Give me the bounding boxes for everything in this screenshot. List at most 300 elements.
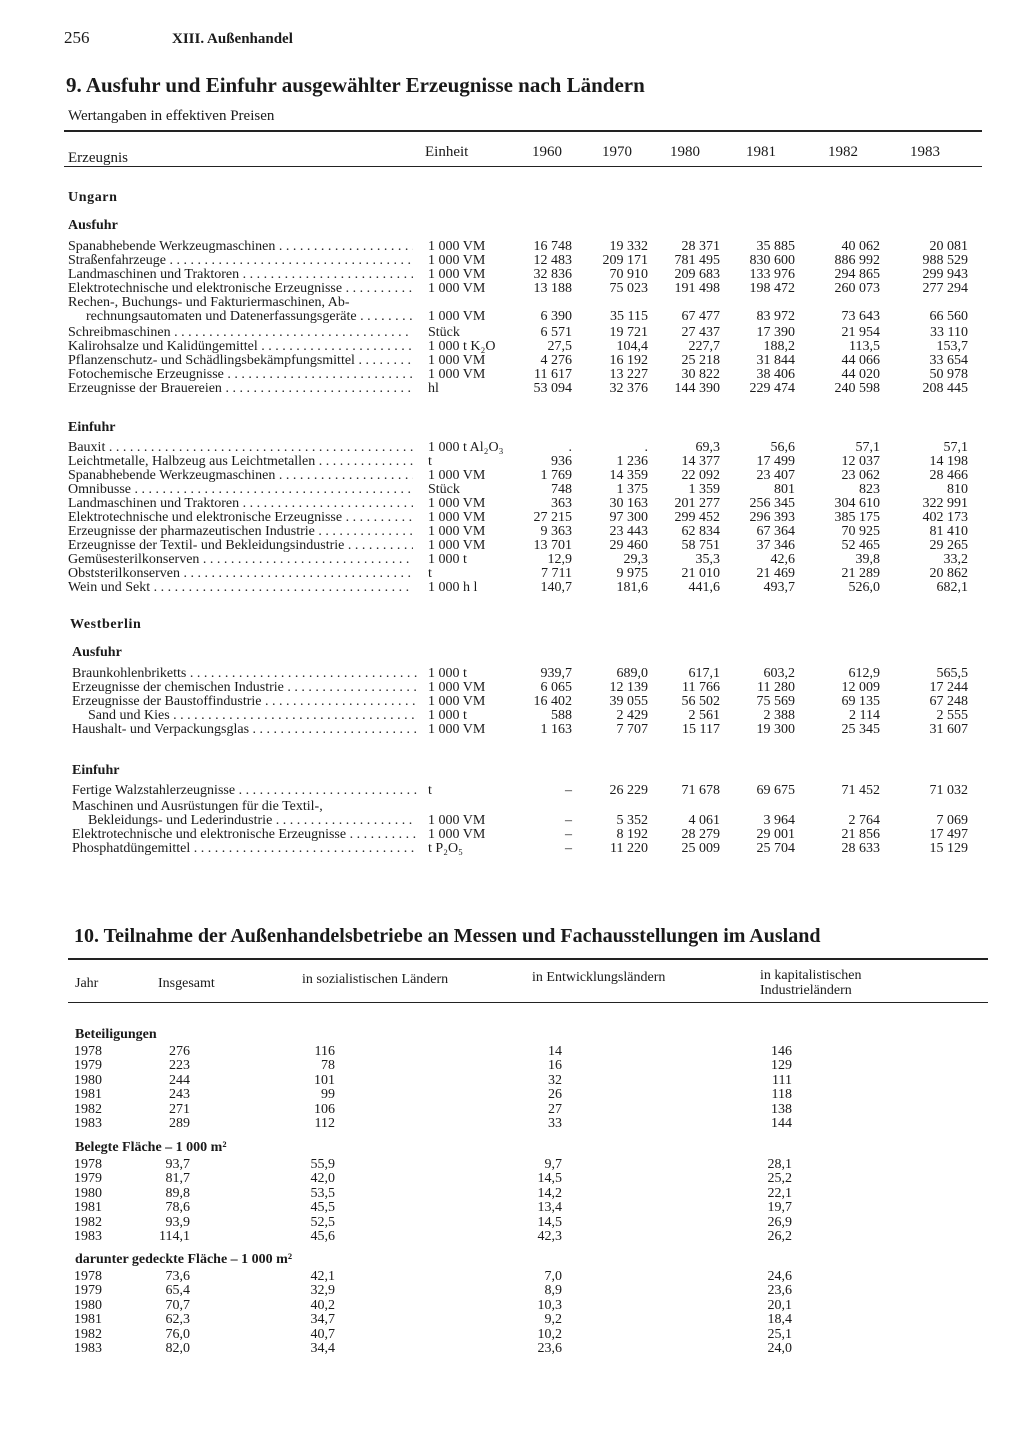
value-cell: 56 502 <box>681 694 720 709</box>
value-cell: 73,6 <box>165 1269 190 1284</box>
value-cell: 322 991 <box>922 496 968 511</box>
product-label: rechnungsautomaten und Datenerfassungsgeräte . . . <box>86 310 413 324</box>
value-cell: 17 497 <box>929 827 968 842</box>
table-row <box>0 368 1024 382</box>
value-cell: 153,7 <box>936 339 968 354</box>
value-cell: 67 364 <box>756 524 795 539</box>
product-label: Kalirohsalze und Kalidüngemittel . . . <box>68 340 413 354</box>
unit-cell: 1 000 VM <box>428 827 486 842</box>
value-cell: 181,6 <box>616 580 648 595</box>
value-cell: 69,3 <box>695 440 720 455</box>
value-cell: 24,0 <box>767 1341 792 1356</box>
value-cell: 23 407 <box>756 468 795 483</box>
value-cell: 28 279 <box>681 827 720 842</box>
table-row <box>0 1117 1024 1131</box>
table-row <box>0 1230 1024 1244</box>
table-row <box>0 1328 1024 1342</box>
value-cell: 23,6 <box>767 1283 792 1299</box>
year-cell: 1980 <box>74 1297 102 1313</box>
table-row <box>0 828 1024 842</box>
year-cell: 1981 <box>74 1200 102 1216</box>
value-cell: 22 092 <box>681 468 720 483</box>
product-label: Pflanzenschutz- und Schädlingsbekämpfungsmittel . . . <box>68 354 413 368</box>
value-cell: 14 <box>548 1044 562 1059</box>
product-label: Elektrotechnische und elektronische Erzeugnisse . . . <box>68 282 413 296</box>
year-cell: 1978 <box>74 1269 102 1284</box>
value-cell: 138 <box>771 1101 792 1117</box>
value-cell: 244 <box>169 1072 190 1088</box>
unit-cell: 1 000 VM <box>428 267 486 282</box>
unit-cell: 1 000 VM <box>428 813 486 828</box>
value-cell: 81 410 <box>929 524 968 539</box>
value-cell: 23 443 <box>609 524 648 539</box>
value-cell: 810 <box>947 482 968 497</box>
t10-header-capitalist: in kapitalistischen Industrieländern <box>760 968 862 998</box>
value-cell: 27 437 <box>681 325 720 340</box>
product-label: Maschinen und Ausrüstungen für die Textil-, <box>72 800 323 814</box>
value-cell: 129 <box>771 1058 792 1074</box>
value-cell: 33 654 <box>929 353 968 368</box>
value-cell: 66 560 <box>929 309 968 324</box>
value-cell: 385 175 <box>834 510 880 525</box>
value-cell: 493,7 <box>763 580 795 595</box>
value-cell: 12 009 <box>841 680 880 695</box>
value-cell: 65,4 <box>165 1283 190 1299</box>
value-cell: 21 856 <box>841 827 880 842</box>
table-row <box>0 1088 1024 1102</box>
table-row <box>0 567 1024 581</box>
value-cell: 14 377 <box>681 454 720 469</box>
value-cell: 363 <box>551 496 572 511</box>
value-cell: 16 748 <box>533 239 572 254</box>
year-cell: 1982 <box>74 1214 102 1230</box>
value-cell: 13 188 <box>533 281 572 296</box>
value-cell: 34,4 <box>310 1341 335 1356</box>
chapter-title: XIII. Außenhandel <box>172 31 293 47</box>
value-cell: 198 472 <box>749 281 795 296</box>
unit-cell: 1 000 VM <box>428 281 486 296</box>
unit-cell: 1 000 VM <box>428 538 486 553</box>
value-cell: 70,7 <box>165 1297 190 1313</box>
table-row <box>0 1216 1024 1230</box>
table-9-header-rule <box>64 166 982 167</box>
value-cell: 42,1 <box>310 1269 335 1284</box>
year-cell: 1981 <box>74 1312 102 1328</box>
value-cell: 25,2 <box>767 1171 792 1187</box>
product-label: Spanabhebende Werkzeugmaschinen . . . <box>68 469 413 483</box>
table-row <box>0 695 1024 709</box>
value-cell: 21 010 <box>681 566 720 581</box>
t10-header-year: Jahr <box>75 976 99 991</box>
value-cell: 188,2 <box>763 339 795 354</box>
product-label: Fotochemische Erzeugnisse . . . <box>68 368 413 382</box>
value-cell: 118 <box>771 1087 792 1103</box>
value-cell: 52 465 <box>841 538 880 553</box>
value-cell: 21 289 <box>841 566 880 581</box>
value-cell: 44 020 <box>841 367 880 382</box>
product-label: Gemüsesterilkonserven . . . <box>68 553 413 567</box>
table-row <box>0 667 1024 681</box>
value-cell: 70 910 <box>609 267 648 282</box>
country-heading: Ungarn <box>68 190 118 205</box>
value-cell: 17 499 <box>756 454 795 469</box>
product-label: Leichtmetalle, Halbzeug aus Leichtmetallen . . . <box>68 455 413 469</box>
value-cell: 28 466 <box>929 468 968 483</box>
value-cell: 16 <box>548 1058 562 1074</box>
value-cell: . <box>568 440 572 455</box>
unit-cell: hl <box>428 381 439 396</box>
table-row <box>0 723 1024 737</box>
value-cell: 3 964 <box>763 813 795 828</box>
year-cell: 1979 <box>74 1283 102 1299</box>
value-cell: 116 <box>314 1044 335 1059</box>
value-cell: 256 345 <box>749 496 795 511</box>
value-cell: 73 643 <box>841 309 880 324</box>
table-row <box>0 709 1024 723</box>
value-cell: 19,7 <box>767 1200 792 1216</box>
value-cell: 21 469 <box>756 566 795 581</box>
value-cell: 6 065 <box>540 680 572 695</box>
table-9-top-rule <box>64 130 982 132</box>
country-heading: Westberlin <box>70 617 142 632</box>
product-label: Straßenfahrzeuge . . . <box>68 254 413 268</box>
value-cell: 1 375 <box>616 482 648 497</box>
unit-cell: 1 000 t <box>428 552 467 567</box>
value-cell: 34,7 <box>310 1312 335 1328</box>
value-cell: 29 460 <box>609 538 648 553</box>
value-cell: 9,7 <box>544 1157 562 1172</box>
value-cell: 25,1 <box>767 1326 792 1342</box>
value-cell: 208 445 <box>922 381 968 396</box>
unit-cell: 1 000 VM <box>428 680 486 695</box>
table-row <box>0 1313 1024 1327</box>
value-cell: 294 865 <box>834 267 880 282</box>
value-cell: 15 117 <box>682 722 720 737</box>
value-cell: 201 277 <box>674 496 720 511</box>
product-label: Erzeugnisse der Textil- und Bekleidungsindustrie . . . <box>68 539 413 553</box>
value-cell: 17 244 <box>929 680 968 695</box>
product-label: Braunkohlenbriketts . . . <box>72 667 417 681</box>
t10-header-socialist: in sozialistischen Ländern <box>302 972 449 987</box>
col-header-year: 1982 <box>828 144 858 160</box>
product-label: Phosphatdüngemittel . . . <box>72 842 417 856</box>
value-cell: 9 975 <box>616 566 648 581</box>
table-row <box>0 441 1024 455</box>
unit-cell: 1 000 t <box>428 666 467 681</box>
year-cell: 1983 <box>74 1116 102 1131</box>
value-cell: 146 <box>771 1044 792 1059</box>
value-cell: 32 376 <box>609 381 648 396</box>
table-row <box>0 1284 1024 1298</box>
value-cell: 62 834 <box>681 524 720 539</box>
table-row <box>0 497 1024 511</box>
value-cell: 20 081 <box>929 239 968 254</box>
value-cell: 71 678 <box>681 783 720 798</box>
product-label: Elektrotechnische und elektronische Erzeugnisse . . . <box>68 511 413 525</box>
col-header-year: 1980 <box>670 144 700 160</box>
t10-header-total: Insgesamt <box>158 976 215 991</box>
value-cell: 140,7 <box>540 580 572 595</box>
value-cell: 2 114 <box>849 708 880 723</box>
value-cell: 588 <box>551 708 572 723</box>
unit-cell: Stück <box>428 325 460 340</box>
value-cell: 11 617 <box>534 367 572 382</box>
unit-cell: 1 000 VM <box>428 468 486 483</box>
value-cell: 7 707 <box>616 722 648 737</box>
unit-cell: 1 000 VM <box>428 722 486 737</box>
year-cell: 1982 <box>74 1101 102 1117</box>
value-cell: 886 992 <box>834 253 880 268</box>
value-cell: 936 <box>551 454 572 469</box>
product-label: Omnibusse . . . <box>68 483 413 497</box>
value-cell: 19 300 <box>756 722 795 737</box>
product-label: Bekleidungs- und Lederindustrie . . . <box>88 814 415 828</box>
value-cell: 402 173 <box>922 510 968 525</box>
value-cell: 42,3 <box>537 1229 562 1244</box>
table-row <box>0 268 1024 282</box>
value-cell: 16 192 <box>609 353 648 368</box>
value-cell: 1 236 <box>616 454 648 469</box>
value-cell: 39 055 <box>609 694 648 709</box>
unit-cell: 1 000 VM <box>428 367 486 382</box>
value-cell: 20,1 <box>767 1297 792 1313</box>
table-row <box>0 1059 1024 1073</box>
value-cell: 78,6 <box>165 1200 190 1216</box>
value-cell: 144 390 <box>674 381 720 396</box>
value-cell: 4 061 <box>688 813 720 828</box>
product-label: Haushalt- und Verpackungsglas . . . <box>72 723 417 737</box>
value-cell: 50 978 <box>929 367 968 382</box>
value-cell: 81,7 <box>165 1171 190 1187</box>
unit-cell: 1 000 VM <box>428 524 486 539</box>
table-row <box>0 240 1024 254</box>
value-cell: 30 163 <box>609 496 648 511</box>
unit-cell: 1 000 VM <box>428 496 486 511</box>
value-cell: 10,2 <box>537 1326 562 1342</box>
value-cell: 21 954 <box>841 325 880 340</box>
product-label: Erzeugnisse der Baustoffindustrie . . . <box>72 695 417 709</box>
value-cell: 35 115 <box>610 309 648 324</box>
value-cell: 603,2 <box>763 666 795 681</box>
value-cell: 27 215 <box>533 510 572 525</box>
unit-cell: 1 000 VM <box>428 309 486 324</box>
value-cell: 801 <box>774 482 795 497</box>
value-cell: 32 836 <box>533 267 572 282</box>
value-cell: 4 276 <box>540 353 572 368</box>
value-cell: 33 <box>548 1116 562 1131</box>
value-cell: 2 561 <box>688 708 720 723</box>
value-cell: 5 352 <box>616 813 648 828</box>
value-cell: 11 220 <box>610 841 648 856</box>
value-cell: 12 037 <box>841 454 880 469</box>
year-cell: 1980 <box>74 1185 102 1201</box>
value-cell: 26 229 <box>609 783 648 798</box>
product-label: Elektrotechnische und elektronische Erzeugnisse . . . <box>72 828 417 842</box>
table-row <box>0 784 1024 798</box>
table-row <box>0 469 1024 483</box>
value-cell: 271 <box>169 1101 190 1117</box>
table-row <box>0 1074 1024 1088</box>
value-cell: 748 <box>551 482 572 497</box>
value-cell: 32 <box>548 1072 562 1088</box>
table-10-title: 10. Teilnahme der Außenhandelsbetriebe an Messen und Fachausstellungen im Ausland <box>74 925 821 947</box>
value-cell: 76,0 <box>165 1326 190 1342</box>
unit-cell: t <box>428 783 432 798</box>
year-cell: 1981 <box>74 1087 102 1103</box>
product-label: Fertige Walzstahlerzeugnisse . . . <box>72 784 417 798</box>
value-cell: 69 675 <box>756 783 795 798</box>
product-label: Erzeugnisse der Brauereien . . . <box>68 382 413 396</box>
col-header-product: Erzeugnis <box>68 150 128 166</box>
value-cell: 144 <box>771 1116 792 1131</box>
year-cell: 1979 <box>74 1171 102 1187</box>
table-row <box>0 296 1024 310</box>
value-cell: 25 345 <box>841 722 880 737</box>
value-cell: 31 607 <box>929 722 968 737</box>
unit-cell: 1 000 t Al₂O₃ <box>428 440 504 455</box>
year-cell: 1980 <box>74 1072 102 1088</box>
table-9-subtitle: Wertangaben in effektiven Preisen <box>68 108 275 124</box>
value-cell: 28 371 <box>681 239 720 254</box>
table-row <box>0 1045 1024 1059</box>
value-cell: 29 001 <box>756 827 795 842</box>
table-10-top-rule <box>68 958 988 960</box>
value-cell: 101 <box>314 1072 335 1088</box>
value-cell: 15 129 <box>929 841 968 856</box>
value-cell: 441,6 <box>688 580 720 595</box>
value-cell: 227,7 <box>688 339 720 354</box>
block-heading: darunter gedeckte Fläche – 1 000 m² <box>75 1252 293 1267</box>
value-cell: 28,1 <box>767 1157 792 1172</box>
value-cell: 9,2 <box>544 1312 562 1328</box>
value-cell: 2 388 <box>763 708 795 723</box>
year-cell: 1983 <box>74 1341 102 1356</box>
value-cell: 104,4 <box>616 339 648 354</box>
value-cell: 89,8 <box>165 1185 190 1201</box>
unit-cell: 1 000 h l <box>428 580 478 595</box>
unit-cell: t <box>428 454 432 469</box>
table-row <box>0 282 1024 296</box>
value-cell: 823 <box>859 482 880 497</box>
value-cell: 296 393 <box>749 510 795 525</box>
trade-direction-heading: Ausfuhr <box>68 218 118 233</box>
product-label: Erzeugnisse der chemischen Industrie . . . <box>72 681 417 695</box>
unit-cell: 1 000 VM <box>428 253 486 268</box>
table-row <box>0 326 1024 340</box>
product-label: Landmaschinen und Traktoren . . . <box>68 497 413 511</box>
value-cell: 82,0 <box>165 1341 190 1356</box>
value-cell: 33,2 <box>943 552 968 567</box>
value-cell: – <box>565 813 572 828</box>
value-cell: 1 769 <box>540 468 572 483</box>
table-row <box>0 254 1024 268</box>
value-cell: 57,1 <box>943 440 968 455</box>
value-cell: 988 529 <box>922 253 968 268</box>
value-cell: 25 009 <box>681 841 720 856</box>
value-cell: 42,6 <box>770 552 795 567</box>
product-label: Obststerilkonserven . . . <box>68 567 413 581</box>
value-cell: 57,1 <box>855 440 880 455</box>
value-cell: 299 452 <box>674 510 720 525</box>
value-cell: 277 294 <box>922 281 968 296</box>
col-header-year: 1981 <box>746 144 776 160</box>
trade-direction-heading: Ausfuhr <box>72 645 122 660</box>
value-cell: 75 569 <box>756 694 795 709</box>
col-header-year: 1970 <box>602 144 632 160</box>
value-cell: 29 265 <box>929 538 968 553</box>
value-cell: 1 359 <box>688 482 720 497</box>
running-header <box>64 28 293 48</box>
value-cell: 35,3 <box>695 552 720 567</box>
value-cell: 37 346 <box>756 538 795 553</box>
value-cell: 682,1 <box>936 580 968 595</box>
table-row <box>0 1342 1024 1356</box>
unit-cell: 1 000 VM <box>428 239 486 254</box>
value-cell: 565,5 <box>936 666 968 681</box>
table-row <box>0 382 1024 396</box>
value-cell: 69 135 <box>841 694 880 709</box>
value-cell: 26 <box>548 1087 562 1103</box>
year-cell: 1978 <box>74 1157 102 1172</box>
value-cell: 11 280 <box>757 680 795 695</box>
value-cell: 7 069 <box>936 813 968 828</box>
value-cell: 2 555 <box>936 708 968 723</box>
value-cell: 14,2 <box>537 1185 562 1201</box>
value-cell: 209 683 <box>674 267 720 282</box>
value-cell: 71 452 <box>841 783 880 798</box>
page-number: 256 <box>64 28 90 47</box>
value-cell: 93,9 <box>165 1214 190 1230</box>
value-cell: 31 844 <box>756 353 795 368</box>
col-header-year: 1983 <box>910 144 940 160</box>
value-cell: 39,8 <box>855 552 880 567</box>
value-cell: – <box>565 827 572 842</box>
table-9-title: 9. Ausfuhr und Einfuhr ausgewählter Erzeugnisse nach Ländern <box>66 73 645 97</box>
value-cell: 14 359 <box>609 468 648 483</box>
value-cell: 9 363 <box>540 524 572 539</box>
value-cell: 240 598 <box>834 381 880 396</box>
value-cell: 22,1 <box>767 1185 792 1201</box>
table-row <box>0 1158 1024 1172</box>
value-cell: 25 218 <box>681 353 720 368</box>
unit-cell: 1 000 VM <box>428 353 486 368</box>
value-cell: 83 972 <box>756 309 795 324</box>
table-row <box>0 354 1024 368</box>
value-cell: 23,6 <box>537 1341 562 1356</box>
table-row <box>0 800 1024 814</box>
value-cell: 113,5 <box>849 339 880 354</box>
table-row <box>0 525 1024 539</box>
value-cell: 7 711 <box>541 566 572 581</box>
value-cell: 40,2 <box>310 1297 335 1313</box>
value-cell: 53 094 <box>533 381 572 396</box>
table-row <box>0 1187 1024 1201</box>
unit-cell: t P₂O₅ <box>428 841 464 856</box>
value-cell: 67 477 <box>681 309 720 324</box>
product-label: Wein und Sekt . . . <box>68 581 413 595</box>
unit-cell: 1 000 t <box>428 708 467 723</box>
value-cell: 27 <box>548 1101 562 1117</box>
value-cell: 209 171 <box>602 253 648 268</box>
value-cell: 71 032 <box>929 783 968 798</box>
value-cell: – <box>565 841 572 856</box>
value-cell: 38 406 <box>756 367 795 382</box>
table-row <box>0 581 1024 595</box>
value-cell: 42,0 <box>310 1171 335 1187</box>
product-label: Spanabhebende Werkzeugmaschinen . . . <box>68 240 413 254</box>
value-cell: 25 704 <box>756 841 795 856</box>
value-cell: 19 721 <box>609 325 648 340</box>
